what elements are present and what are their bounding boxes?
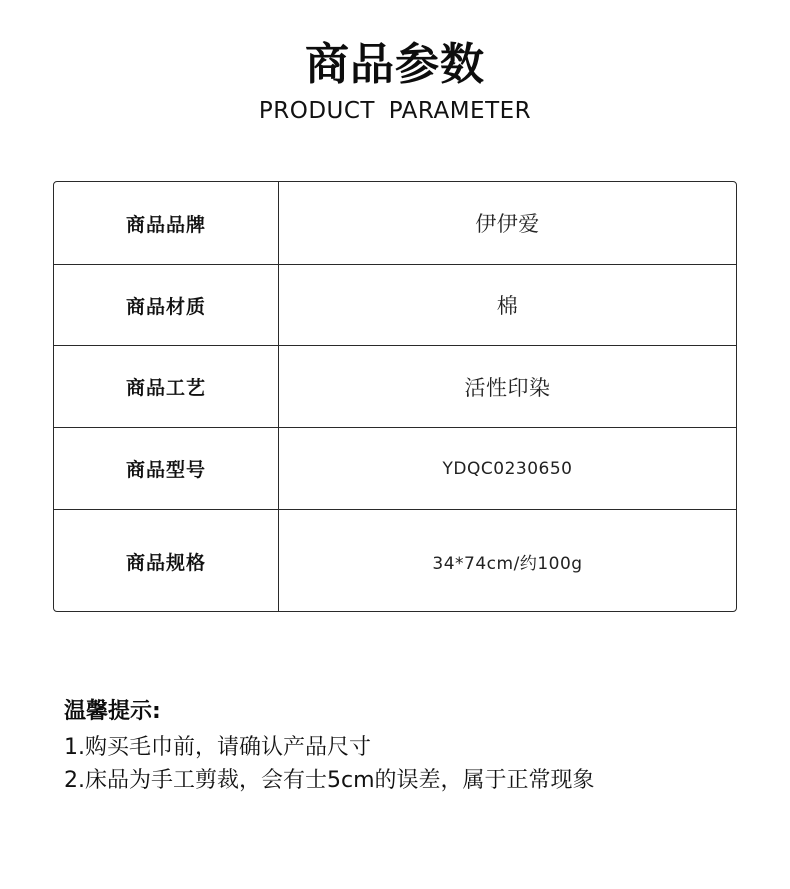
parameter-label: 商品品牌 [54, 182, 279, 264]
parameter-label: 商品规格 [54, 510, 279, 612]
parameter-value: 伊伊爱 [475, 212, 540, 236]
tips-line: 2.床品为手工剪裁，会有士5cm的误差，属于正常现象 [64, 768, 595, 793]
parameter-row-material [54, 265, 736, 346]
tips-title: 温馨提示: [64, 699, 161, 724]
page-title: 商品参数 [305, 39, 485, 90]
parameter-label: 商品型号 [54, 428, 279, 509]
parameter-value: YDQC0230650 [442, 458, 573, 479]
parameter-value: 棉 [496, 294, 519, 318]
tips-section [64, 694, 764, 797]
parameter-row-model [54, 428, 736, 510]
tips-line: 1.购买毛巾前，请确认产品尺寸 [64, 735, 371, 760]
page-subtitle: PRODUCT PARAMETER [258, 98, 532, 124]
parameter-value: 活性印染 [464, 375, 551, 400]
parameter-label: 商品材质 [54, 265, 279, 345]
parameter-row-brand [54, 182, 736, 265]
parameter-row-size [54, 510, 736, 612]
parameter-value: 34*74cm/约100g [432, 554, 583, 574]
parameter-table [53, 181, 737, 612]
parameter-row-craft [54, 346, 736, 428]
parameter-label: 商品工艺 [54, 346, 279, 427]
